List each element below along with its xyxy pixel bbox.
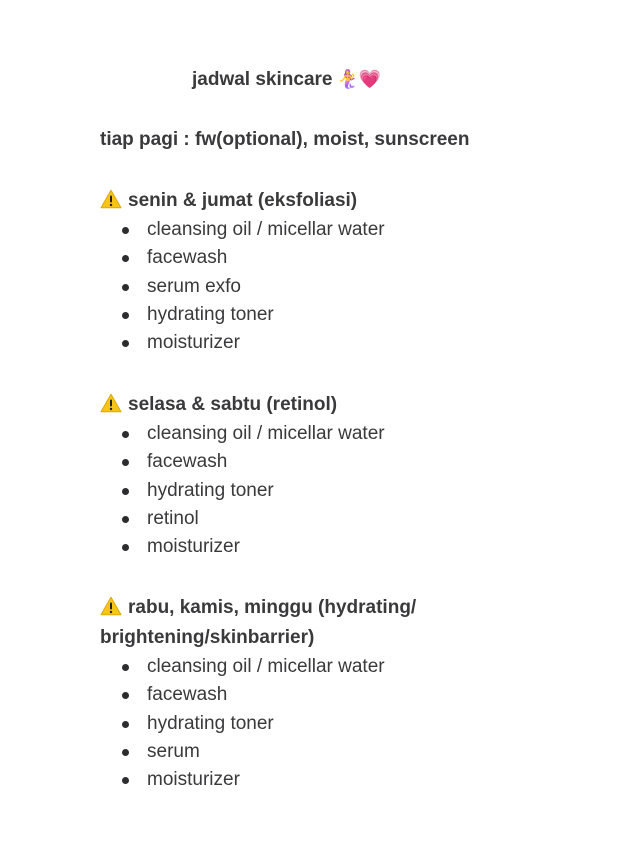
page-title-text: jadwal skincare bbox=[192, 69, 333, 90]
bullet-icon bbox=[122, 255, 129, 262]
bullet-icon bbox=[122, 488, 129, 495]
bullet-icon bbox=[122, 749, 129, 756]
bullet-icon bbox=[122, 312, 129, 319]
routine-list bbox=[100, 653, 600, 794]
bullet-icon bbox=[122, 692, 129, 699]
list-item: retinol bbox=[100, 505, 600, 533]
mermaid-heart-emoji-icon: 🧜‍♀️💗 bbox=[336, 69, 382, 89]
bullet-icon bbox=[122, 459, 129, 466]
section-monday-friday bbox=[100, 186, 600, 357]
bullet-icon bbox=[122, 431, 129, 438]
list-item: cleansing oil / micellar water bbox=[100, 420, 600, 448]
list-item: hydrating toner bbox=[100, 710, 600, 738]
list-item: cleansing oil / micellar water bbox=[100, 216, 600, 244]
bullet-icon bbox=[122, 227, 129, 234]
list-item: cleansing oil / micellar water bbox=[100, 653, 600, 681]
bullet-icon bbox=[122, 544, 129, 551]
list-item: facewash bbox=[100, 448, 600, 476]
section-heading: senin & jumat (eksfoliasi) bbox=[128, 190, 358, 211]
warning-icon bbox=[100, 596, 122, 616]
list-item: moisturizer bbox=[100, 329, 600, 357]
bullet-icon bbox=[122, 777, 129, 784]
section-heading-line1: rabu, kamis, minggu (hydrating/ bbox=[128, 597, 417, 618]
section-heading-line2: brightening/skinbarrier) bbox=[100, 627, 315, 648]
morning-routine: tiap pagi : fw(optional), moist, sunscreen bbox=[100, 129, 470, 150]
section-wed-thu-sun bbox=[100, 593, 600, 794]
routine-list bbox=[100, 420, 600, 561]
bullet-icon bbox=[122, 284, 129, 291]
list-item: serum bbox=[100, 738, 600, 766]
bullet-icon bbox=[122, 721, 129, 728]
bullet-icon bbox=[122, 516, 129, 523]
bullet-icon bbox=[122, 664, 129, 671]
page-title bbox=[192, 64, 381, 95]
list-item: hydrating toner bbox=[100, 477, 600, 505]
list-item: facewash bbox=[100, 681, 600, 709]
bullet-icon bbox=[122, 340, 129, 347]
warning-icon bbox=[100, 189, 122, 209]
section-tuesday-saturday bbox=[100, 390, 600, 561]
list-item: facewash bbox=[100, 244, 600, 272]
list-item: hydrating toner bbox=[100, 301, 600, 329]
routine-list bbox=[100, 216, 600, 357]
list-item: serum exfo bbox=[100, 273, 600, 301]
warning-icon bbox=[100, 393, 122, 413]
list-item: moisturizer bbox=[100, 533, 600, 561]
list-item: moisturizer bbox=[100, 766, 600, 794]
section-heading: selasa & sabtu (retinol) bbox=[128, 394, 338, 415]
